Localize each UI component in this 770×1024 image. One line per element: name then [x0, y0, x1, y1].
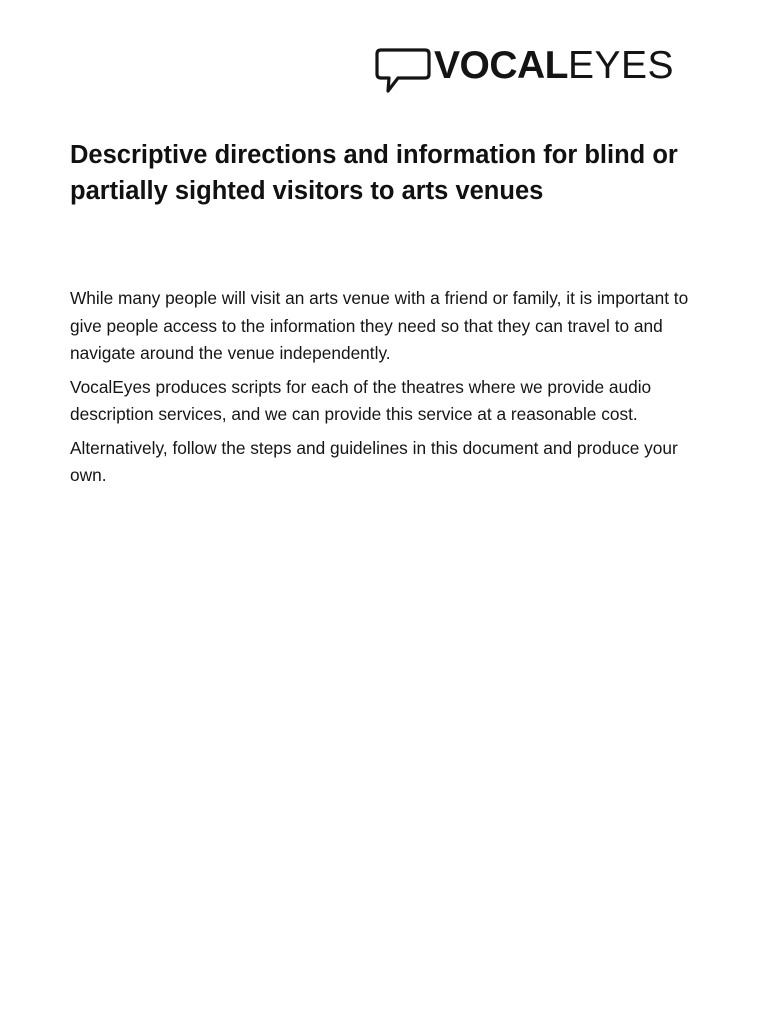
logo-wordmark-light: EYES: [568, 44, 675, 87]
document-title: Descriptive directions and information for blind or partially sighted visitors to arts venues: [70, 141, 678, 205]
logo-wordmark-bold: VOCAL: [434, 44, 568, 87]
logo-wordmark: [434, 44, 675, 87]
paragraph: Alternatively, follow the steps and guidelines in this document and produce your own.: [70, 437, 678, 485]
vocaleyes-logo: [374, 46, 698, 96]
paragraph: While many people will visit an arts venue with a friend or family, it is important to give people access to the information they need so that they can travel to and navigate around the venue independently.: [70, 288, 689, 363]
document-body: [70, 285, 710, 496]
paragraph: VocalEyes produces scripts for each of the theatres where we provide audio description services, and we can provide this service at a reasonable cost.: [70, 376, 652, 424]
speech-bubble-icon: [374, 46, 432, 96]
